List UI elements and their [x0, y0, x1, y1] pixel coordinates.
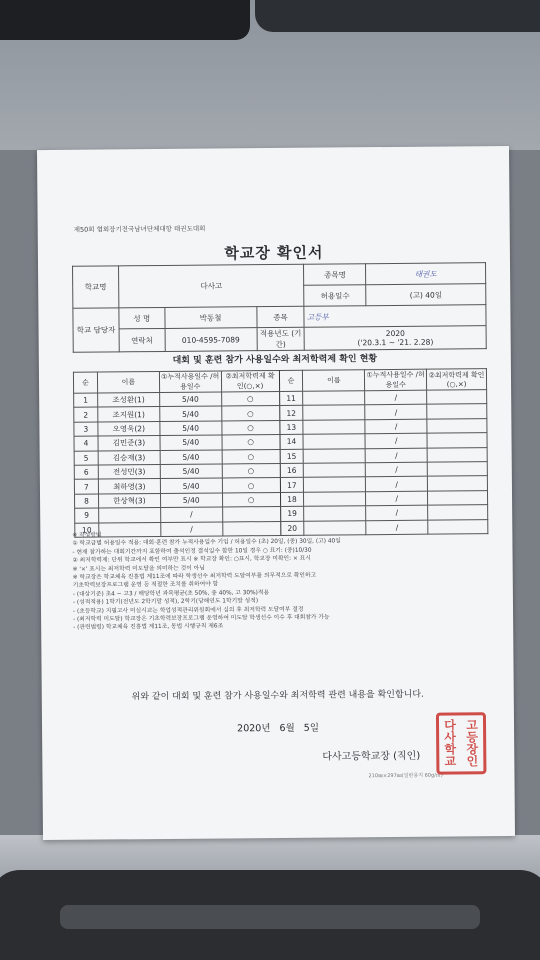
header-min-academic: ②최저학력제 확인(○,×) — [427, 369, 487, 391]
seal-text: 장인 — [466, 742, 479, 769]
note-line: ② 최저학력제: 단위 학교에서 확인 여부만 표시 ※ 학교장 확인: ○표시, 학교장 미확인: × 표시 — [72, 555, 311, 564]
header-used-days: ①누적사용일수 /허용일수 — [161, 372, 220, 391]
row-check — [428, 490, 488, 505]
note-line: - 현재 참가하는 대회기간까지 포함하여 출석인정 결석일수 합한 10일 경우 ○ 표기: (중)10/30 — [72, 547, 312, 556]
note-line: ※ 학교장은 학교체육 진흥법 제11조에 따라 학생선수 최저학력 도달여부를 의무적으로 확인하고 — [72, 572, 317, 581]
confirm-statement: 위와 같이 대회 및 훈련 참가 사용일수와 최저학력 관련 내용을 확인합니다. — [131, 689, 424, 703]
row-check: ○ — [221, 420, 279, 435]
document-title: 학교장 확인서 — [224, 243, 324, 263]
row-no: 17 — [280, 478, 304, 493]
row-name — [99, 508, 161, 523]
row-check: ○ — [221, 391, 279, 406]
row-no: 2 — [74, 407, 98, 422]
device-edge — [255, 0, 540, 32]
row-name — [303, 391, 365, 406]
row-days: / — [365, 419, 427, 434]
row-no: 16 — [280, 463, 304, 478]
row-days: / — [366, 477, 428, 492]
laptop-slot — [60, 905, 480, 929]
row-days: / — [365, 433, 427, 448]
row-name — [304, 448, 366, 463]
row-name — [304, 463, 366, 478]
row-no: 12 — [279, 406, 303, 421]
row-no: 19 — [280, 506, 304, 521]
row-days: / — [160, 507, 222, 522]
row-check — [427, 462, 487, 477]
row-name — [304, 477, 366, 492]
row-no: 4 — [74, 436, 98, 451]
issuer-name: 다사고등학교장 (직인) — [322, 750, 421, 763]
manager-label: 학교 담당자 — [73, 308, 119, 352]
row-check: ○ — [222, 435, 280, 450]
header-no: 순 — [279, 370, 303, 391]
instructions-notes — [72, 528, 493, 633]
row-no: 7 — [74, 479, 98, 494]
status-heading: 대회 및 훈련 참가 사용일수와 최저학력제 확인 현황 — [172, 354, 378, 366]
event-value: 태권도 — [366, 263, 486, 285]
header-name: 이름 — [97, 372, 159, 394]
subject-label: 종목 — [256, 306, 304, 327]
row-no: 8 — [75, 494, 99, 509]
note-line: 기초학력보장프로그램 운영 등 적절한 조치를 취하여야 함 — [72, 581, 219, 590]
paper-size-note: 210㎜×297㎜(일반용지 60g/㎡) — [368, 772, 443, 780]
year-cell — [305, 326, 487, 351]
row-days: / — [366, 505, 428, 520]
row-check — [427, 447, 487, 462]
row-name — [304, 491, 366, 506]
seal-text: 고등 — [466, 718, 478, 745]
row-days: 5/40 — [160, 464, 222, 479]
contact-label: 연락처 — [119, 328, 165, 351]
row-check — [427, 418, 487, 433]
info-table — [72, 262, 487, 353]
row-days: / — [365, 405, 427, 420]
row-check — [427, 476, 487, 491]
row-name — [304, 506, 366, 521]
row-name: 조지원(1) — [98, 407, 160, 422]
row-no: 3 — [74, 422, 98, 437]
subject-value: 고등부 — [304, 305, 486, 328]
row-days: / — [366, 462, 428, 477]
row-no: 13 — [279, 420, 303, 435]
row-days: / — [365, 448, 427, 463]
row-name: 김민준(3) — [98, 436, 160, 451]
note-line: - (성적적용) 1학기(전년도 2학기말 성적), 2학기(당해연도 1학기말 성적) — [72, 598, 259, 607]
school-value: 다사고 — [118, 264, 304, 308]
row-check — [222, 507, 280, 522]
row-check — [427, 433, 487, 448]
row-days: 5/40 — [160, 493, 222, 508]
row-no: 11 — [279, 391, 303, 406]
row-days: 5/40 — [160, 421, 222, 436]
row-name: 전성민(3) — [98, 464, 160, 479]
row-name: 오영욱(2) — [98, 421, 160, 436]
event-label: 종목명 — [304, 264, 366, 286]
note-line: ※ '×' 표시는 최저학력 미도달을 의미하는 것이 아님 — [72, 565, 205, 573]
row-check — [427, 404, 487, 419]
status-table — [73, 368, 488, 538]
row-days: 5/40 — [160, 478, 222, 493]
keyboard — [0, 0, 250, 40]
row-check: ○ — [222, 492, 280, 507]
allowed-days-value: (고) 40일 — [366, 284, 486, 306]
row-name: 김승재(3) — [98, 450, 160, 465]
row-days: / — [366, 491, 428, 506]
allowed-days-label: 허용일수 — [304, 285, 366, 307]
header-no: 순 — [73, 372, 97, 393]
row-no: 9 — [75, 508, 99, 523]
row-no: 20 — [280, 521, 304, 536]
seal-text: 다사 — [444, 718, 456, 745]
row-name — [303, 405, 365, 420]
row-no: 18 — [280, 492, 304, 507]
row-days: / — [365, 390, 427, 405]
note-line: ※ 작성방법 — [72, 532, 102, 539]
year-value: 2020 — [385, 328, 405, 339]
row-name — [303, 434, 365, 449]
row-days: / — [366, 520, 428, 535]
header-used-days: ①누적사용일수 /허용일수 — [366, 370, 425, 390]
row-no: 10 — [75, 523, 99, 538]
row-check: ○ — [221, 406, 279, 421]
school-label: 학교명 — [73, 266, 119, 308]
row-no: 14 — [279, 434, 303, 449]
header-note: 제50회 협회장기전국남녀단체대항 태권도대회 — [73, 224, 206, 234]
period-value: ('20.3.1 ~ '21. 2.28) — [357, 337, 434, 348]
row-check — [427, 390, 487, 405]
row-days: 5/40 — [160, 450, 222, 465]
seal-text: 학교 — [444, 742, 457, 769]
name-value: 박동철 — [165, 307, 257, 329]
row-days: 5/40 — [160, 435, 222, 450]
row-name: 한상혁(3) — [98, 493, 160, 508]
note-line: ① 학교급별 허용일수 적용: 대회·훈련 참가 누적사용일수 기입 / 허용일수 (초) 20일, (중) 30일, (고) 40일 — [72, 538, 341, 548]
row-name — [303, 420, 365, 435]
official-seal — [436, 712, 487, 774]
row-days: / — [161, 521, 223, 536]
contact-value: 010-4595-7089 — [165, 328, 257, 352]
row-name: 최하영(3) — [98, 479, 160, 494]
row-no: 6 — [74, 465, 98, 480]
row-check — [428, 505, 488, 520]
note-line: - (초등학교) 지필고사 미실시교는 학업성적관리위원회에서 심의 후 최저학력 도달여부 결정 — [72, 606, 304, 615]
row-no: 15 — [280, 449, 304, 464]
row-no: 5 — [74, 451, 98, 466]
row-days: 5/40 — [159, 392, 221, 407]
row-days: 5/40 — [160, 406, 222, 421]
row-name: 조성환(1) — [98, 393, 160, 408]
document-date: 2020년 6월 5일 — [237, 722, 320, 735]
note-line: - (최저학력 미도달) 학교장은 기초학력보장프로그램 운영하여 미도달 학생선수 이수 후 대회참가 가능 — [73, 614, 330, 623]
note-line: - (관련법령) 학교체육 진흥법 제11조, 동법 시행규칙 제6조 — [73, 623, 224, 632]
document-paper — [37, 146, 515, 840]
row-check: ○ — [222, 478, 280, 493]
year-label: 적용년도 (기간) — [257, 327, 305, 350]
header-min-academic: ②최저학력제 확인(○,×) — [221, 370, 279, 392]
header-name: 이름 — [303, 370, 365, 392]
row-no: 1 — [74, 393, 98, 408]
row-check: ○ — [222, 463, 280, 478]
note-line: - (대상기준) 초4 ~ 고3 / 해당학년 과목평균(초 50%, 중 40%, 고 30%)적용 — [72, 589, 270, 598]
name-label: 성 명 — [119, 307, 165, 328]
row-check: ○ — [222, 449, 280, 464]
